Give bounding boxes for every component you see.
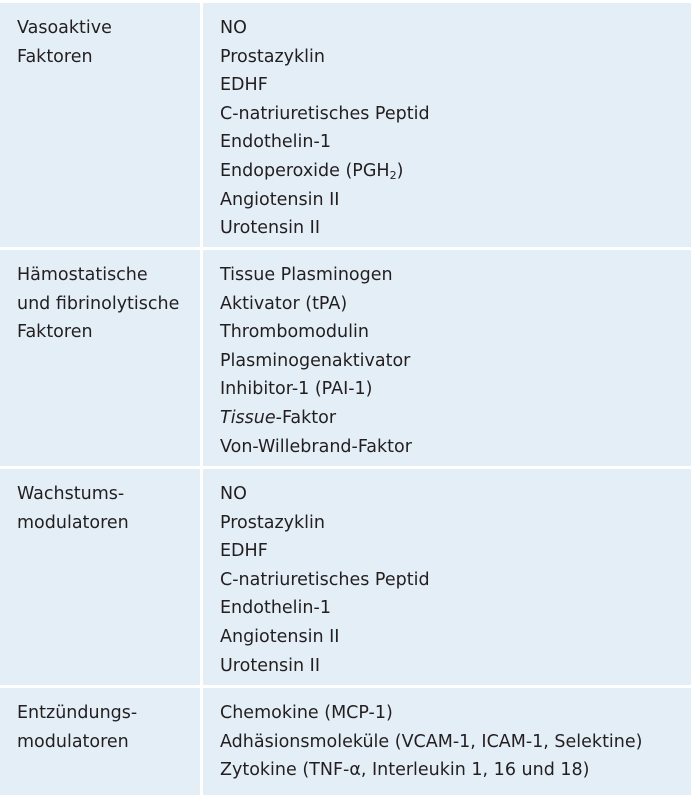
table-row-wachstum [0, 469, 691, 685]
list-item: Chemokine (MCP-1) [220, 703, 393, 723]
label-line: modulatoren [17, 731, 129, 752]
list-item: C-natriuretisches Peptid [220, 569, 430, 590]
list-item: Urotensin II [220, 218, 321, 239]
label-line: Faktoren [17, 46, 93, 67]
list-item: Tissue Plasminogen [220, 265, 393, 285]
list-item-endoperoxide [220, 157, 691, 186]
label-line: Wachstums- [17, 484, 125, 504]
label-line: Hämostatische [17, 265, 148, 285]
label-line: modulatoren [17, 512, 129, 533]
list-item: Prostazyklin [220, 46, 325, 67]
row-label [0, 3, 200, 247]
label-line: und fibrinolytische [17, 293, 180, 314]
row-label [0, 469, 200, 685]
list-item: EDHF [220, 541, 268, 562]
tissue-italic: Tissue [220, 407, 276, 428]
list-item: EDHF [220, 75, 268, 96]
list-item: C-natriuretisches Peptid [220, 103, 430, 124]
endoperoxide-prefix: Endoperoxide (PGH [220, 160, 390, 181]
label-line: Entzündungs- [17, 703, 138, 723]
list-item: Plasminogenaktivator [220, 350, 411, 371]
row-content [203, 688, 691, 795]
list-item: Angiotensin II [220, 189, 340, 210]
list-item: Zytokine (TNF-α, Interleukin 1, 16 und 18) [220, 760, 590, 781]
row-content [203, 3, 691, 247]
row-content [203, 250, 691, 466]
list-item: Prostazyklin [220, 512, 325, 533]
tissue-rest: -Faktor [275, 407, 337, 428]
label-line: Vasoaktive [17, 18, 112, 38]
list-item: NO [220, 484, 247, 504]
list-item: Angiotensin II [220, 626, 340, 647]
row-label [0, 688, 200, 795]
list-item: Endothelin-1 [220, 598, 331, 619]
list-item: Endothelin-1 [220, 132, 331, 153]
row-label [0, 250, 200, 466]
endoperoxide-subscript: 2 [389, 168, 397, 182]
list-item: Inhibitor-1 (PAI-1) [220, 379, 373, 400]
list-item: NO [220, 18, 247, 38]
list-item-tissue-faktor [220, 404, 691, 433]
list-item: Thrombomodulin [220, 322, 369, 343]
table-row-entzuendung [0, 688, 691, 795]
label-line: Faktoren [17, 322, 93, 343]
list-item: Von-Willebrand-Faktor [220, 436, 412, 457]
table-row-haemostatische [0, 250, 691, 466]
table-row-vasoaktive [0, 3, 691, 247]
list-item: Urotensin II [220, 655, 321, 676]
list-item: Adhäsionsmoleküle (VCAM-1, ICAM-1, Selektine) [220, 731, 643, 752]
row-content [203, 469, 691, 685]
endoperoxide-suffix: ) [396, 160, 404, 181]
list-item: Aktivator (tPA) [220, 293, 348, 314]
